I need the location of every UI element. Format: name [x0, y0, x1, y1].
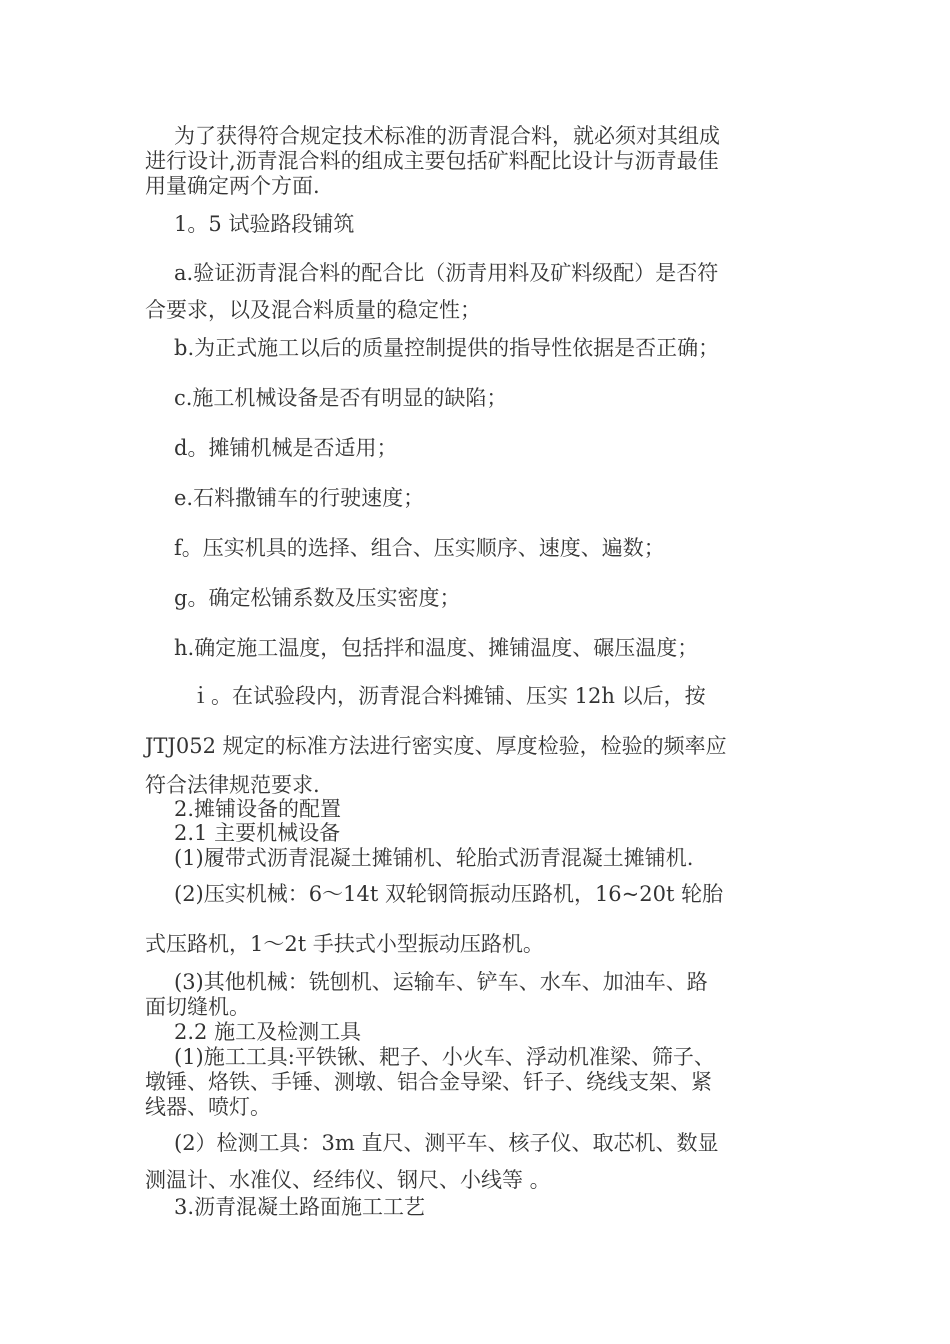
- list-item-i-line2: [145, 728, 810, 765]
- text-line: c.施工机械设备是否有明显的缺陷；: [174, 386, 508, 410]
- heading-text: 2.摊铺设备的配置: [174, 797, 342, 821]
- text-line: (2)压实机械：6～14t 双轮钢筒振动压路机，16~20t 轮胎: [174, 882, 724, 906]
- text-line: 线器、喷灯。: [145, 1095, 271, 1119]
- list-item-a: [145, 255, 810, 329]
- text-line: 用量确定两个方面.: [145, 174, 320, 198]
- text-line: 式压路机，1～2t 手扶式小型振动压路机。: [145, 932, 544, 956]
- text-line: ｉ。在试验段内，沥青混合料摊铺、压实 12h 以后，按: [190, 684, 706, 708]
- text-line: (2）检测工具：3m 直尺、测平车、核子仪、取芯机、数显: [174, 1131, 719, 1155]
- text-line: h.确定施工温度，包括拌和温度、摊铺温度、碾压温度；: [174, 636, 699, 660]
- heading-text: 3.沥青混凝土路面施工工艺: [174, 1195, 426, 1219]
- heading-2-1: [145, 821, 810, 846]
- text-line: 合要求，以及混合料质量的稳定性；: [145, 298, 481, 322]
- list-item-i-line3: [145, 773, 810, 798]
- text-line: 测温计、水准仪、经纬仪、钢尺、小线等 。: [145, 1168, 551, 1192]
- text-line: g。确定松铺系数及压实密度；: [174, 586, 461, 610]
- text-line: 面切缝机。: [145, 995, 250, 1019]
- equipment-item-3: [145, 970, 810, 1020]
- heading-text: 2.2 施工及检测工具: [174, 1020, 362, 1044]
- text-line: d。摊铺机械是否适用；: [174, 436, 398, 460]
- text-line: 墩锤、烙铁、手锤、测墩、铝合金导梁、钎子、绕线支架、紧: [145, 1070, 712, 1094]
- list-item-b: [145, 330, 810, 367]
- paragraph-intro: [145, 124, 810, 199]
- heading-text: 1。5 试验路段铺筑: [174, 212, 355, 236]
- list-item-c: [145, 380, 810, 417]
- text-line: (1)施工工具:平铁锹、耙子、小火车、浮动机准梁、筛子、: [174, 1045, 715, 1069]
- text-line: a.验证沥青混合料的配合比（沥青用料及矿料级配）是否符: [174, 261, 719, 285]
- tools-item-2: [145, 1125, 810, 1199]
- text-line: f。压实机具的选择、组合、压实顺序、速度、遍数；: [174, 536, 665, 560]
- equipment-item-1: [145, 846, 810, 871]
- heading-1-5: [145, 212, 810, 237]
- tools-item-1: [145, 1045, 810, 1120]
- heading-text: 2.1 主要机械设备: [174, 821, 341, 845]
- text-line: (1)履带式沥青混凝土摊铺机、轮胎式沥青混凝土摊铺机.: [174, 846, 694, 870]
- equipment-item-2-line2: [145, 926, 810, 963]
- list-item-h: [145, 630, 810, 667]
- list-item-e: [145, 480, 810, 517]
- heading-2: [145, 797, 810, 822]
- equipment-item-2-line1: [145, 876, 810, 913]
- list-item-i-line1: [145, 678, 810, 715]
- list-item-f: [145, 530, 810, 567]
- text-line: b.为正式施工以后的质量控制提供的指导性依据是否正确；: [174, 336, 720, 360]
- list-item-g: [145, 580, 810, 617]
- text-line: 符合法律规范要求.: [145, 773, 320, 797]
- text-line: JTJ052 规定的标准方法进行密实度、厚度检验，检验的频率应: [145, 734, 727, 758]
- text-line: e.石料撒铺车的行驶速度；: [174, 486, 425, 510]
- heading-3: [145, 1195, 810, 1220]
- heading-2-2: [145, 1020, 810, 1045]
- text-line: 进行设计,沥青混合料的组成主要包括矿料配比设计与沥青最佳: [145, 149, 719, 173]
- text-line: 为了获得符合规定技术标准的沥青混合料，就必须对其组成: [174, 124, 720, 148]
- list-item-d: [145, 430, 810, 467]
- text-line: (3)其他机械：铣刨机、运输车、铲车、水车、加油车、路: [174, 970, 708, 994]
